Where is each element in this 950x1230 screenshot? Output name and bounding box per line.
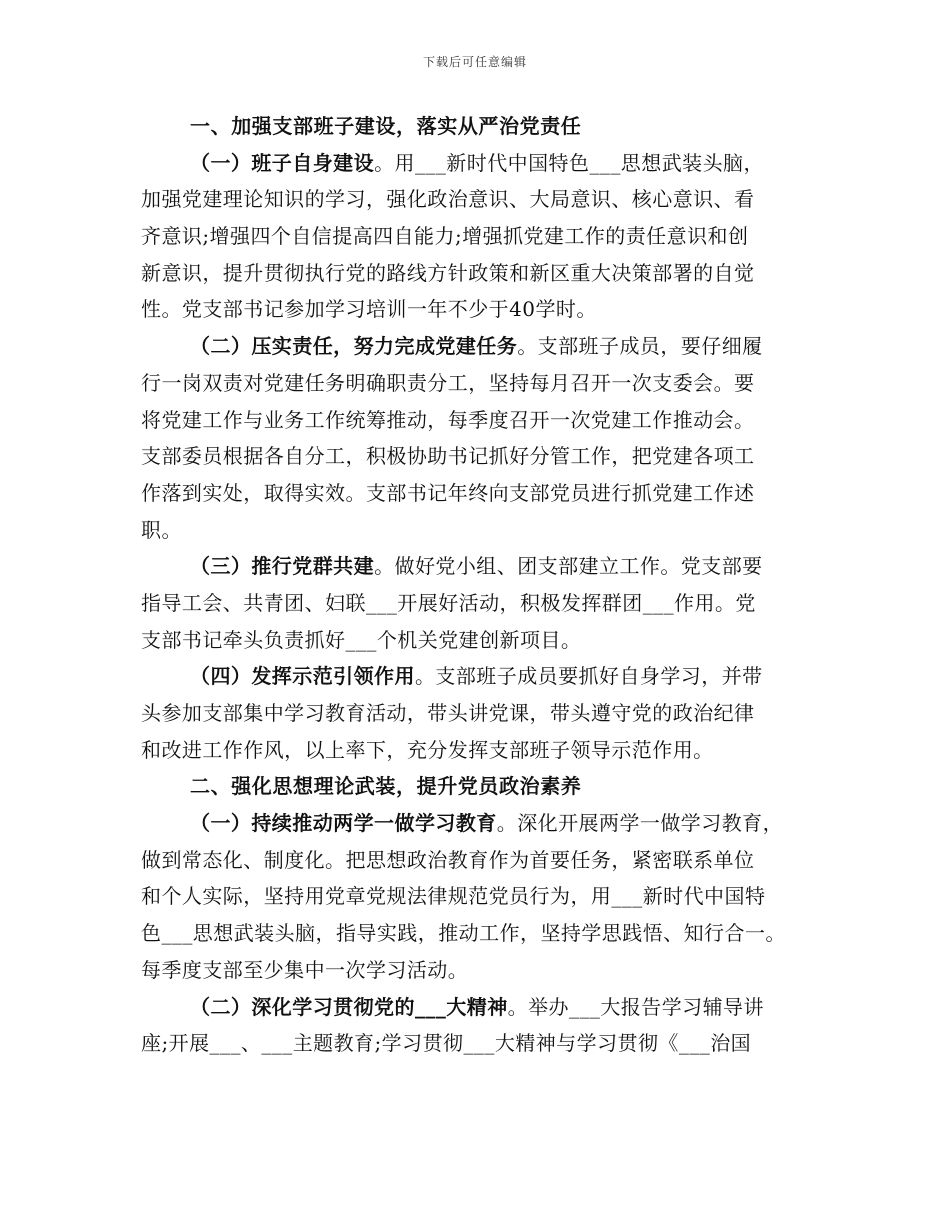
paragraph-1-1-line: 新意识，提升贯彻执行党的路线方针政策和新区重大决策部署的自觉 bbox=[141, 260, 755, 285]
document-body bbox=[141, 108, 831, 1062]
paragraph-1-2-line: 将党建工作与业务工作统筹推动，每季度召开一次党建工作推动会。 bbox=[141, 407, 755, 432]
paragraph-1-3-line: 指导工会、共青团、妇联___开展好活动，积极发挥群团___作用。党 bbox=[141, 590, 756, 615]
paragraph-2-1-line: 和个人实际，坚持用党章党规法律规范党员行为，用___新时代中国特 bbox=[141, 884, 766, 909]
paragraph-1-1-line: 性。党支部书记参加学习培训一年不少于40学时。 bbox=[141, 297, 597, 322]
paragraph-2-2-line: 座;开展___、___主题教育;学习贯彻___大精神与学习贯彻《___治国 bbox=[141, 1031, 752, 1056]
section-heading-2: 二、强化思想理论武装，提升党员政治素养 bbox=[190, 774, 582, 799]
paragraph-2-1-line: 色___思想武装头脑，指导实践，推动工作，坚持学思践悟、知行合一。 bbox=[141, 921, 786, 946]
paragraph-1-3-line: 支部书记牵头负责抓好___个机关党建创新项目。 bbox=[141, 627, 582, 652]
paragraph-1-2-line: 行一岗双责对党建任务明确职责分工，坚持每月召开一次支委会。要 bbox=[141, 370, 755, 395]
paragraph-1-2-line: 作落到实处，取得实效。支部书记年终向支部党员进行抓党建工作述 bbox=[141, 480, 755, 505]
section-heading-1: 一、加强支部班子建设，落实从严治党责任 bbox=[190, 114, 582, 138]
paragraph-1-4-line: 和改进工作作风，以上率下，充分发挥支部班子领导示范作用。 bbox=[141, 737, 714, 762]
paragraph-1-3-line: （三）推行党群共建。做好党小组、团支部建立工作。党支部要 bbox=[190, 554, 763, 579]
paragraph-2-1-line: （一）持续推动两学一做学习教育。深化开展两学一做学习教育， bbox=[190, 811, 784, 836]
paragraph-1-1-line: （一）班子自身建设。用___新时代中国特色___思想武装头脑， bbox=[190, 150, 764, 175]
page-header-note: 下载后可任意编辑 bbox=[422, 55, 527, 69]
paragraph-1-1-line: 加强党建理论知识的学习，强化政治意识、大局意识、核心意识、看 bbox=[141, 187, 755, 212]
paragraph-1-4-line: （四）发挥示范引领作用。支部班子成员要抓好自身学习，并带 bbox=[190, 664, 763, 689]
paragraph-1-2-line: （二）压实责任，努力完成党建任务。支部班子成员，要仔细履 bbox=[190, 334, 763, 359]
paragraph-2-1-line: 每季度支部至少集中一次学习活动。 bbox=[141, 957, 469, 982]
paragraph-1-1-line: 齐意识;增强四个自信提高四自能力;增强抓党建工作的责任意识和创 bbox=[141, 224, 749, 249]
paragraph-1-2-line: 职。 bbox=[141, 517, 182, 542]
paragraph-1-2-line: 支部委员根据各自分工，积极协助书记抓好分管工作，把党建各项工 bbox=[141, 444, 755, 469]
paragraph-2-1-line: 做到常态化、制度化。把思想政治教育作为首要任务，紧密联系单位 bbox=[141, 847, 755, 872]
paragraph-2-2-line: （二）深化学习贯彻党的___大精神。举办___大报告学习辅导讲 bbox=[190, 994, 764, 1019]
paragraph-1-4-line: 头参加支部集中学习教育活动，带头讲党课，带头遵守党的政治纪律 bbox=[141, 701, 755, 725]
